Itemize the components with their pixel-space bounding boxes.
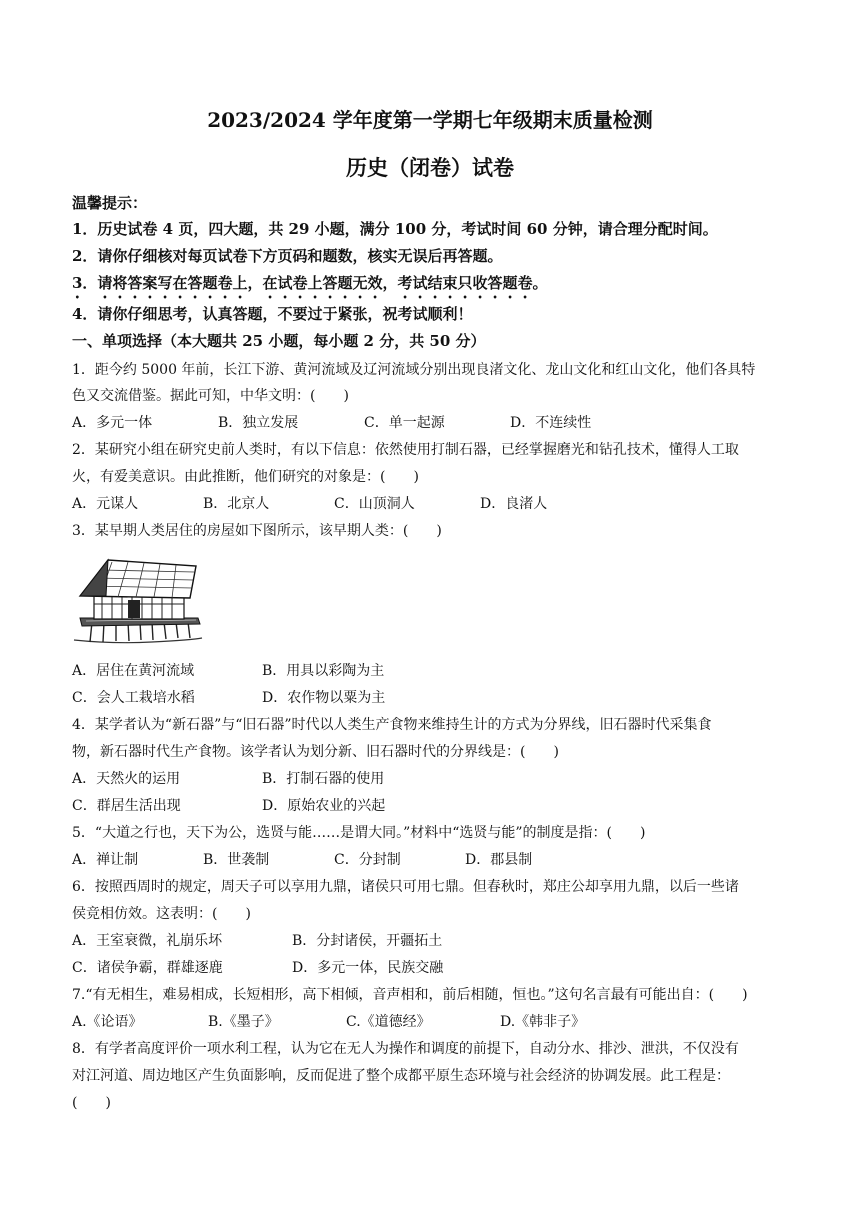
tip-item: 1．历史试卷 4 页，四大题，共 29 小题，满分 100 分，考试时间 60 分钟，请合理分配时间。 [72, 220, 718, 238]
option-b: B．独立发展 [218, 415, 299, 431]
option-c: C.《道德经》 [346, 1014, 431, 1030]
question-text: 4．某学者认为“新石器”与“旧石器”时代以人类生产食物来维持生计的方式为分界线，旧石器时代采集食 [72, 717, 712, 733]
option-b: B．北京人 [203, 496, 270, 512]
option-d: D．不连续性 [510, 415, 592, 431]
tips-heading: 温馨提示： [72, 194, 148, 212]
option-b: B．打制石器的使用 [262, 771, 385, 787]
question-text: 物，新石器时代生产食物。该学者认为划分新、旧石器时代的分界线是：( ) [72, 744, 559, 760]
option-d: D.《韩非子》 [500, 1014, 586, 1030]
option-a: A．禅让制 [72, 852, 139, 868]
question-text: 对江河道、周边地区产生负面影响，反而促进了整个成都平原生态环境与社会经济的协调发展。此工程是： [72, 1068, 730, 1084]
exam-title: 2023/2024 学年度第一学期七年级期末质量检测 [207, 108, 653, 132]
tip-item: 2．请你仔细核对每页试卷下方页码和题数，核实无误后再答题。 [72, 247, 503, 265]
option-a: A．王室衰微，礼崩乐坏 [72, 933, 223, 949]
option-c: C．会人工栽培水稻 [72, 690, 195, 706]
option-a: A．居住在黄河流域 [72, 663, 195, 679]
option-b: B．世袭制 [203, 852, 270, 868]
option-c: C．群居生活出现 [72, 798, 181, 814]
option-d: D．农作物以粟为主 [262, 690, 386, 706]
option-b: B．用具以彩陶为主 [262, 663, 385, 679]
option-c: C．分封制 [334, 852, 401, 868]
option-a: A．元谋人 [72, 496, 139, 512]
question-text: 3．某早期人类居住的房屋如下图所示，该早期人类：( ) [72, 523, 442, 539]
option-a: A．多元一体 [72, 415, 153, 431]
question-text: 6．按照西周时的规定，周天子可以享用九鼎，诸侯只可用七鼎。但春秋时，郑庄公却享用九鼎，以后一些诸 [72, 879, 739, 895]
question-text: 5．“大道之行也，天下为公，选贤与能……是谓大同。”材料中“选贤与能”的制度是指：( ) [72, 825, 646, 841]
answer-blank: ( ) [72, 1095, 111, 1111]
option-d: D．郡县制 [465, 852, 533, 868]
option-c: C．山顶洞人 [334, 496, 415, 512]
tip-item: 4．请你仔细思考，认真答题，不要过于紧张，祝考试顺利！ [72, 305, 473, 323]
question-text: 色又交流借鉴。据此可知，中华文明：( ) [72, 388, 349, 404]
option-c: C．诸侯争霸，群雄逐鹿 [72, 960, 223, 976]
option-b: B．分封诸侯，开疆拓土 [292, 933, 443, 949]
question-text: 8．有学者高度评价一项水利工程，认为它在无人为操作和调度的前提下，自动分水、排沙、泄洪，不仅没有 [72, 1041, 739, 1057]
option-a: A．天然火的运用 [72, 771, 181, 787]
tip-item: 3．请将答案写在答题卷上，在试卷上答题无效，考试结束只收答题卷。 [72, 274, 548, 292]
question-text: 7.“有无相生，难易相成，长短相形，高下相倾，音声相和，前后相随，恒也。”这句名言最有可能出自：( ) [72, 987, 748, 1003]
question-text: 侯竞相仿效。这表明：( ) [72, 906, 251, 922]
stilt-house-illustration [72, 552, 204, 648]
section-heading: 一、单项选择（本大题共 25 小题，每小题 2 分，共 50 分） [72, 332, 486, 350]
question-text: 火，有爱美意识。由此推断，他们研究的对象是：( ) [72, 469, 419, 485]
option-d: D．原始农业的兴起 [262, 798, 386, 814]
option-a: A.《论语》 [72, 1014, 143, 1030]
question-text: 1．距今约 5000 年前，长江下游、黄河流域及辽河流域分别出现良渚文化、龙山文化和红山文化，他们各具特 [72, 362, 756, 378]
option-c: C．单一起源 [364, 415, 445, 431]
option-b: B.《墨子》 [208, 1014, 279, 1030]
exam-subtitle: 历史（闭卷）试卷 [346, 155, 514, 180]
question-text: 2．某研究小组在研究史前人类时，有以下信息：依然使用打制石器，已经掌握磨光和钻孔技术，懂得人工取 [72, 442, 739, 458]
option-d: D．多元一体，民族交融 [292, 960, 444, 976]
option-d: D．良渚人 [480, 496, 548, 512]
